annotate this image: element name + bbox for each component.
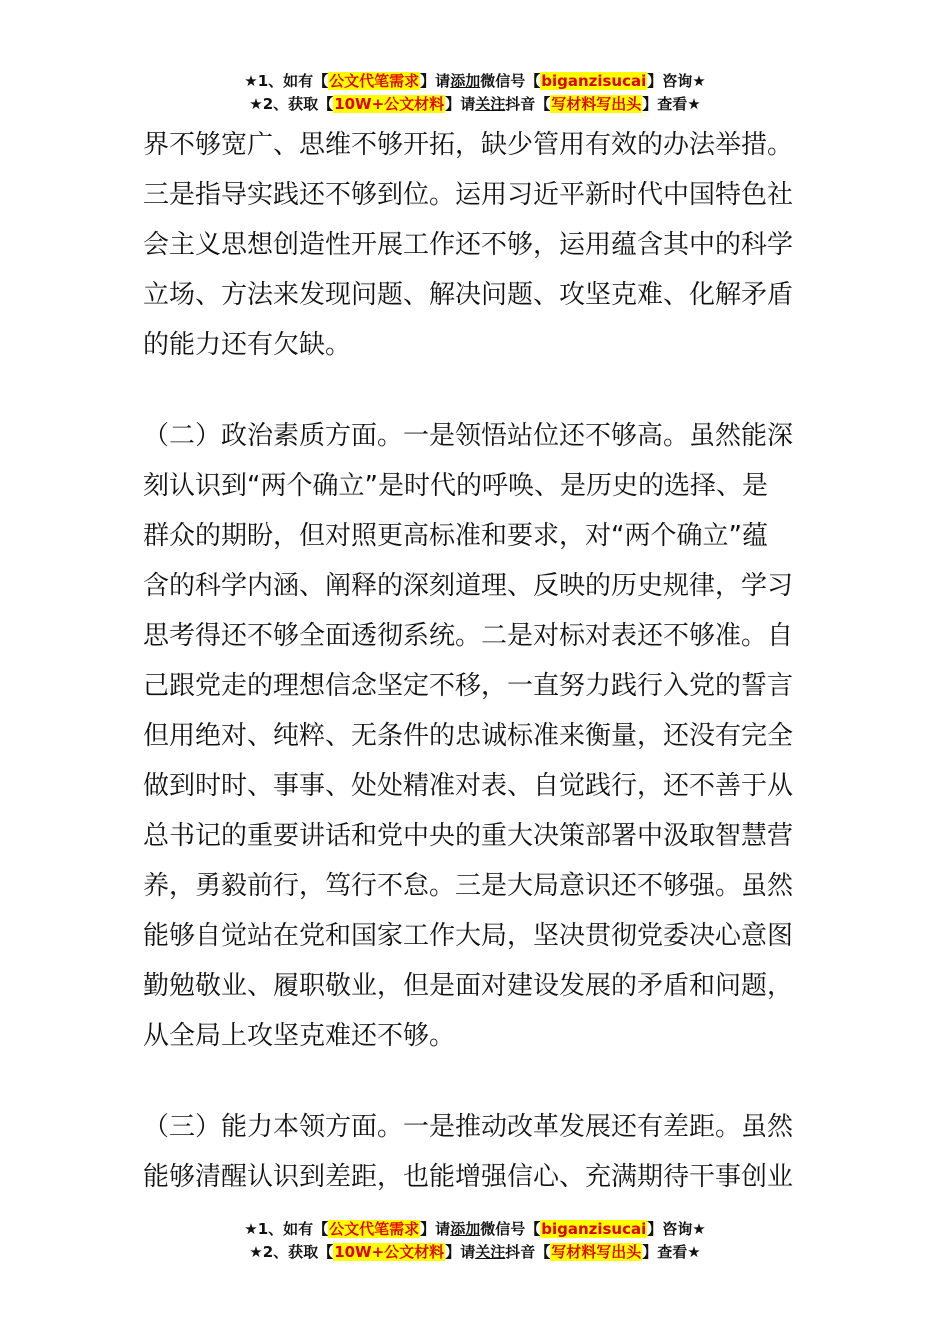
underlined-text: 添加	[450, 72, 481, 90]
paragraph-spacer	[143, 1061, 811, 1102]
promo-text: 抖音【	[505, 1243, 551, 1261]
text-line: 己跟党走的理想信念坚定不移，一直努力践行入党的誓言	[143, 671, 794, 701]
highlight-service: 公文代笔需求	[329, 72, 420, 90]
promo-line-1	[0, 1218, 950, 1241]
document-body	[143, 120, 811, 1202]
highlight-materials: 10W+公文材料	[334, 95, 445, 113]
paragraph-2	[143, 411, 811, 1061]
promo-text: 】请	[420, 1220, 451, 1238]
underlined-text: 关注	[475, 95, 506, 113]
text-line: 勤勉敬业、履职敬业，但是面对建设发展的矛盾和问题，	[143, 971, 794, 1001]
highlight-wechat-id: biganzisucai	[541, 1220, 647, 1238]
text-line: 思考得还不够全面透彻系统。二是对标对表还不够准。自	[143, 621, 794, 651]
promo-text: 】咨询★	[647, 1220, 706, 1238]
text-line: 含的科学内涵、阐释的深刻道理、反映的历史规律，学习	[143, 571, 794, 601]
promo-text: 】请	[420, 72, 451, 90]
text-line: 从全局上攻坚克难还不够。	[143, 1021, 456, 1051]
text-line: 但用绝对、纯粹、无条件的忠诚标准来衡量，还没有完全	[143, 721, 794, 751]
text-line: 刻认识到“两个确立”是时代的呼唤、是历史的选择、是	[143, 471, 768, 501]
text-line: 做到时时、事事、处处精准对表、自觉践行，还不善于从	[143, 771, 794, 801]
text-line: 的能力还有欠缺。	[143, 330, 352, 360]
promo-text: ★1、如有【	[244, 72, 329, 90]
text-line: （三）能力本领方面。一是推动改革发展还有差距。虽然	[143, 1112, 794, 1142]
text-line: 能够清醒认识到差距，也能增强信心、充满期待干事创业	[143, 1162, 794, 1192]
promo-text: 】请	[445, 1243, 476, 1261]
promo-banner-top	[0, 70, 950, 116]
highlight-wechat-id: biganzisucai	[541, 72, 647, 90]
text-line: 能够自觉站在党和国家工作大局，坚决贯彻党委决心意图	[143, 921, 794, 951]
text-line: 养，勇毅前行，笃行不怠。三是大局意识还不够强。虽然	[143, 871, 794, 901]
highlight-douyin-account: 写材料写出头	[551, 1243, 642, 1261]
highlight-materials: 10W+公文材料	[334, 1243, 445, 1261]
promo-text: 微信号【	[480, 1220, 541, 1238]
promo-line-2	[0, 93, 950, 116]
promo-text: ★1、如有【	[244, 1220, 329, 1238]
promo-text: 微信号【	[480, 72, 541, 90]
promo-text: ★2、获取【	[249, 95, 334, 113]
text-line: （二）政治素质方面。一是领悟站位还不够高。虽然能深	[143, 421, 794, 451]
text-line: 会主义思想创造性开展工作还不够，运用蕴含其中的科学	[143, 230, 794, 260]
text-line: 群众的期盼，但对照更高标准和要求，对“两个确立”蕴	[143, 521, 768, 551]
text-line: 三是指导实践还不够到位。运用习近平新时代中国特色社	[143, 180, 794, 210]
underlined-text: 关注	[475, 1243, 506, 1261]
paragraph-1	[143, 120, 811, 370]
promo-line-1	[0, 70, 950, 93]
promo-text: ★2、获取【	[249, 1243, 334, 1261]
promo-text: 】查看★	[642, 1243, 701, 1261]
paragraph-3	[143, 1102, 811, 1202]
promo-banner-bottom	[0, 1218, 950, 1264]
promo-text: 】咨询★	[647, 72, 706, 90]
promo-line-2	[0, 1241, 950, 1264]
text-line: 界不够宽广、思维不够开拓，缺少管用有效的办法举措。	[143, 130, 794, 160]
promo-text: 】查看★	[642, 95, 701, 113]
highlight-service: 公文代笔需求	[329, 1220, 420, 1238]
text-line: 总书记的重要讲话和党中央的重大决策部署中汲取智慧营	[143, 821, 794, 851]
highlight-douyin-account: 写材料写出头	[551, 95, 642, 113]
underlined-text: 添加	[450, 1220, 481, 1238]
promo-text: 抖音【	[505, 95, 551, 113]
text-line: 立场、方法来发现问题、解决问题、攻坚克难、化解矛盾	[143, 280, 794, 310]
paragraph-spacer	[143, 370, 811, 411]
promo-text: 】请	[445, 95, 476, 113]
